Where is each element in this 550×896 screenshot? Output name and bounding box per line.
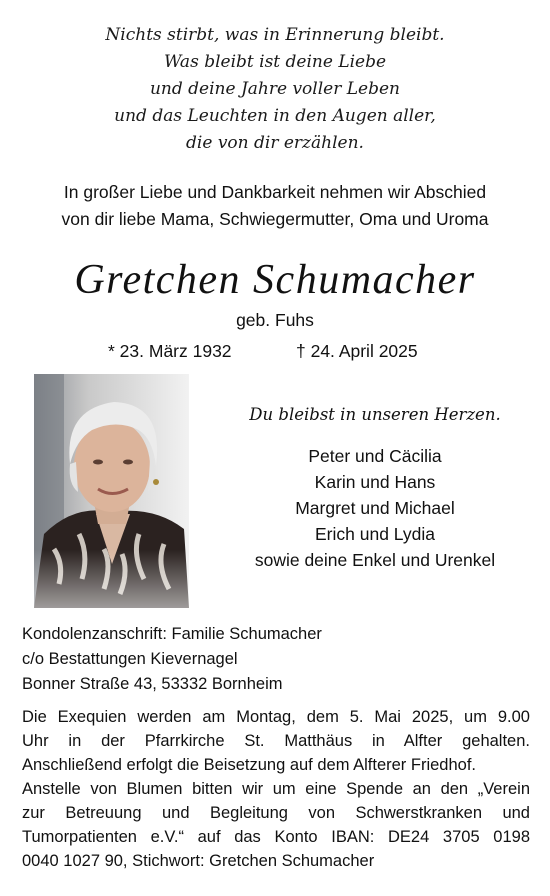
donation-line: zur Betreuung und Begleitung von Schwerstkranken und [22, 804, 530, 822]
poem-line: Was bleibt ist deine Liebe [163, 52, 387, 72]
address-line: Kondolenzanschrift: Familie Schumacher [22, 625, 322, 643]
donation-line: Anstelle von Blumen bitten wir um eine Spende an den „Verein [22, 780, 530, 798]
poem-line: und das Leuchten in den Augen aller, [114, 106, 436, 126]
funeral-service-notice [22, 705, 530, 777]
portrait-photo [34, 374, 189, 608]
condolence-address [22, 622, 532, 697]
poem-line: Nichts stirbt, was in Erinnerung bleibt. [105, 25, 445, 45]
bereaved-family [200, 443, 550, 573]
donation-line: 0040 1027 90, Stichwort: Gretchen Schumacher [22, 852, 375, 870]
intro-line: In großer Liebe und Dankbarkeit nehmen wir Abschied [63, 182, 487, 202]
family-member: Erich und Lydia [315, 524, 435, 544]
donation-notice [22, 777, 530, 873]
poem-line: und deine Jahre voller Leben [149, 79, 400, 99]
address-line: Bonner Straße 43, 53332 Bornheim [22, 675, 283, 693]
notice-line: Uhr in der Pfarrkirche St. Matthäus in Alfter gehalten. [22, 732, 530, 750]
death-date: † 24. April 2025 [296, 341, 418, 361]
farewell-intro [0, 179, 550, 233]
family-member: Peter und Cäcilia [308, 446, 442, 466]
poem-line: die von dir erzählen. [186, 133, 364, 153]
family-member: Margret und Michael [295, 498, 455, 518]
family-member: sowie deine Enkel und Urenkel [254, 550, 496, 570]
notice-line: Anschließend erfolgt die Beisetzung auf dem Alfterer Friedhof. [22, 756, 476, 774]
notice-line: Die Exequien werden am Montag, dem 5. Mai 2025, um 9.00 [22, 708, 530, 726]
poem [0, 22, 550, 157]
intro-line: von dir liebe Mama, Schwiegermutter, Oma und Uroma [61, 209, 489, 229]
birth-name: geb. Fuhs [236, 310, 314, 330]
birth-date: * 23. März 1932 [108, 341, 232, 361]
donation-line: Tumorpatienten e.V.“ auf das Konto IBAN: DE24 3705 0198 [22, 828, 530, 846]
family-member: Karin und Hans [314, 472, 436, 492]
motto: Du bleibst in unseren Herzen. [249, 405, 501, 424]
deceased-name: Gretchen Schumacher [74, 257, 476, 303]
portrait-illustration [34, 374, 189, 608]
address-line: c/o Bestattungen Kievernagel [22, 650, 238, 668]
